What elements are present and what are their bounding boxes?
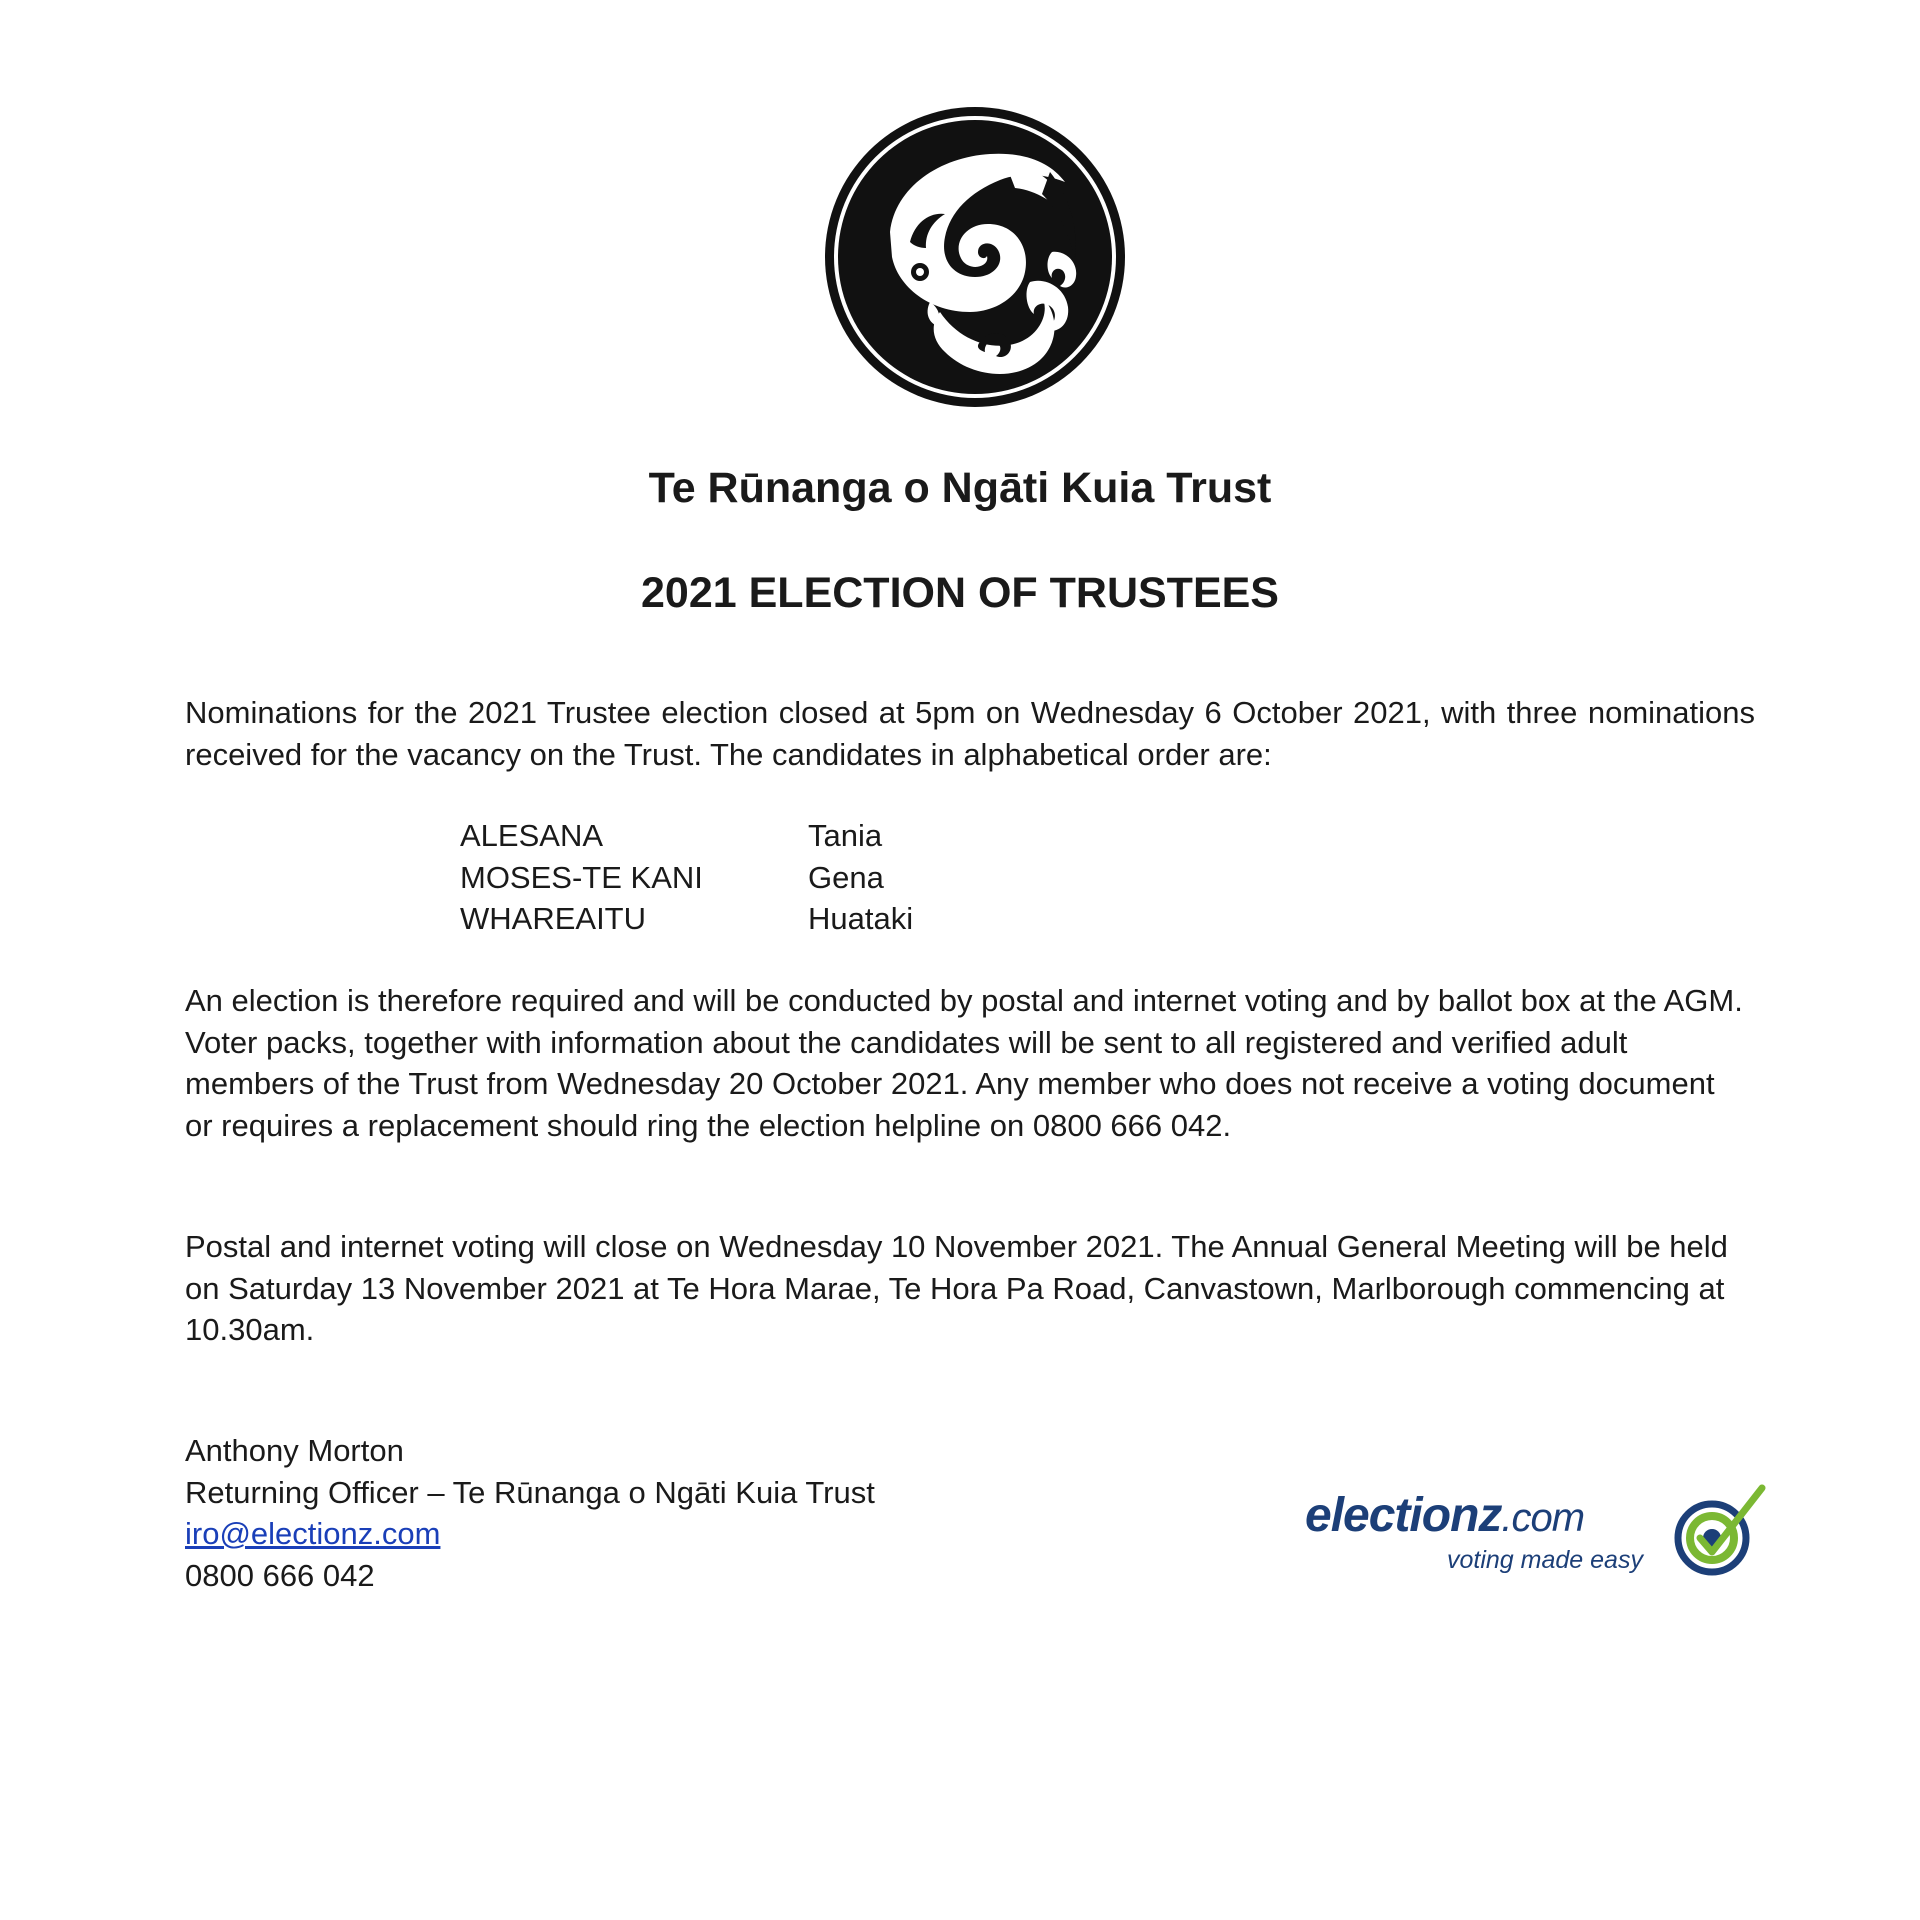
brand-name-text: electionz bbox=[1305, 1489, 1502, 1542]
candidate-row bbox=[460, 815, 913, 857]
email-link[interactable]: iro@electionz.com bbox=[185, 1516, 441, 1551]
checkmark-swirl-icon bbox=[1670, 1480, 1770, 1580]
candidate-row bbox=[460, 898, 913, 940]
candidate-given-name: Gena bbox=[808, 859, 884, 895]
electionz-logo bbox=[1305, 1480, 1775, 1590]
candidate-given-name: Tania bbox=[808, 818, 883, 853]
candidate-surname: ALESANA bbox=[460, 818, 604, 853]
officer-name: Anthony Morton bbox=[185, 1433, 404, 1468]
candidate-row bbox=[460, 857, 913, 899]
brand-tagline: voting made easy bbox=[1447, 1546, 1643, 1574]
candidate-surname: MOSES-TE KANI bbox=[460, 859, 703, 895]
candidate-given-name: Huataki bbox=[808, 901, 914, 936]
brand-name bbox=[1305, 1488, 1584, 1543]
candidate-list bbox=[460, 815, 913, 940]
officer-role: Returning Officer – Te Rūnanga o Ngāti Kuia Trust bbox=[185, 1474, 875, 1510]
page-title: 2021 ELECTION OF TRUSTEES bbox=[641, 569, 1279, 617]
brand-domain: .com bbox=[1501, 1496, 1585, 1540]
organisation-title: Te Rūnanga o Ngāti Kuia Trust bbox=[648, 464, 1272, 512]
intro-paragraph: Nominations for the 2021 Trustee election closed at 5pm on Wednesday 6 October 2021, with three nominations received for the vacancy on the Trust. The candidates in alphabetical order are: bbox=[185, 695, 1755, 772]
candidate-surname: WHAREAITU bbox=[460, 901, 646, 936]
closing-info-paragraph: Postal and internet voting will close on Wednesday 10 November 2021. The Annual General Meeting will be held on Saturday 13 November 2021 at Te Hora Marae, Te Hora Pa Road, Canvastown, Marlborough commencing at 10.30am. bbox=[185, 1229, 1728, 1347]
trust-emblem-icon bbox=[820, 102, 1130, 412]
election-info-paragraph: An election is therefore required and will be conducted by postal and internet voting and by ballot box at the AGM. Voter packs, together with information about the candidates will be sent to all registered and verified adult members of the Trust from Wednesday 20 October 2021. Any member who does not receive a voting document or requires a replacement should ring the election helpline on 0800 666 042. bbox=[185, 983, 1743, 1143]
signature-block bbox=[185, 1430, 875, 1596]
helpline-number: 0800 666 042 bbox=[185, 1557, 375, 1593]
